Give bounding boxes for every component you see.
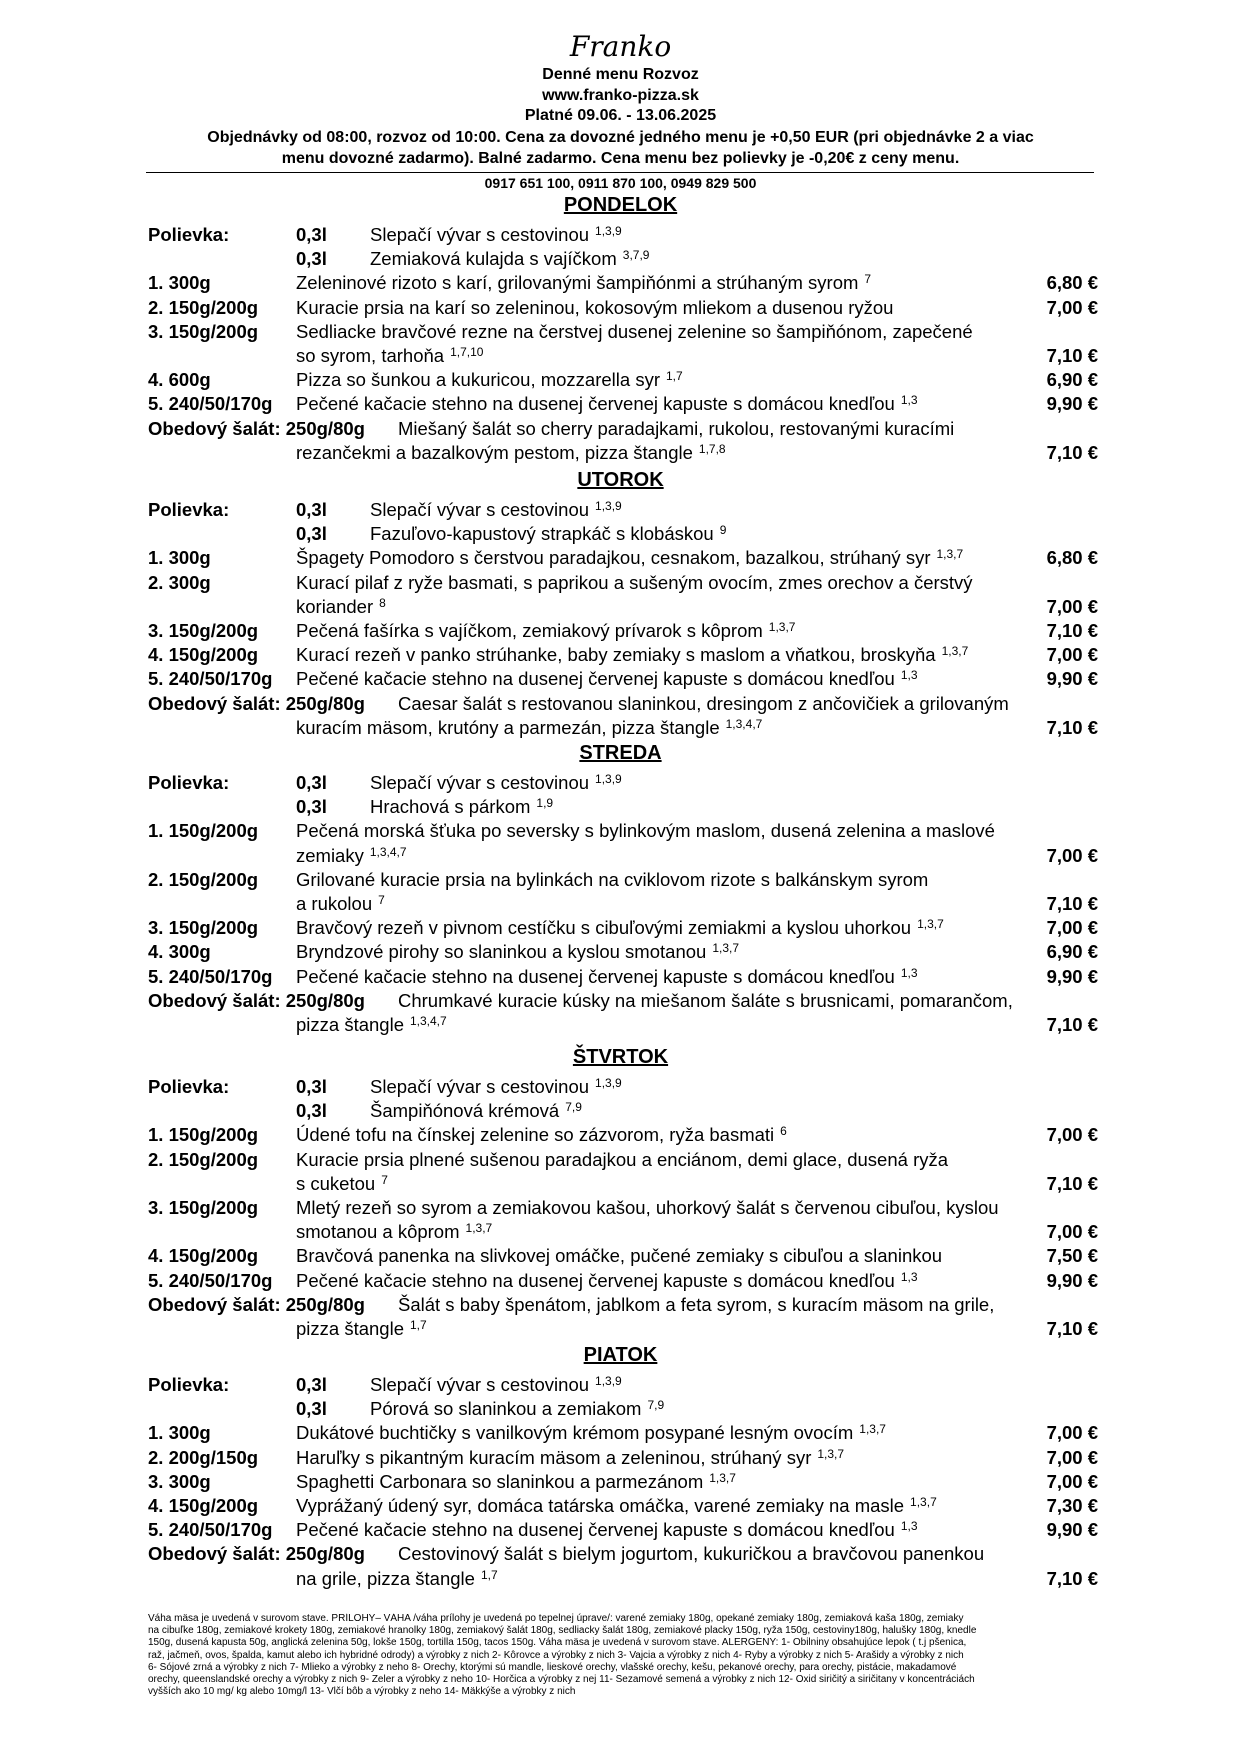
menu-row <box>148 1318 1098 1342</box>
menu-row <box>148 1124 1098 1148</box>
dish-price: 7,00 € <box>1046 644 1098 666</box>
menu-row <box>148 620 1098 644</box>
allergen-codes: 7 <box>381 1172 388 1187</box>
dish-label: 1. 300g <box>148 1422 211 1444</box>
soup-name: Fazuľovo-kapustový strapkáč s klobáskou 9 <box>370 523 727 545</box>
dish-description: Zeleninové rizoto s karí, grilovanými šampiňónmi a strúhaným syrom 7 <box>296 272 872 294</box>
allergen-codes: 3,7,9 <box>622 248 650 263</box>
dish-label: 5. 240/50/170g <box>148 393 273 415</box>
soup-volume: 0,3l <box>296 224 327 245</box>
soup-name: Hrachová s párkom 1,9 <box>370 796 554 818</box>
dish-description: Mletý rezeň so syrom a zemiakovou kašou, uhorkový šalát s červenou cibuľou, kyslou <box>296 1197 999 1218</box>
menu-row <box>148 499 1098 523</box>
soup-volume: 0,3l <box>296 796 327 818</box>
menu-row <box>148 772 1098 796</box>
menu-row <box>148 321 1098 345</box>
menu-row <box>148 442 1098 466</box>
allergen-codes: 1,3 <box>900 1269 918 1284</box>
menu-row <box>148 990 1098 1014</box>
dish-description: Bravčový rezeň v pivnom cestíčku s cibuľovými zemiakmi a kyslou uhorkou 1,3,7 <box>296 917 944 939</box>
dish-description: Pizza so šunkou a kukuricou, mozzarella syr 1,7 <box>296 369 683 391</box>
dish-label: 3. 300g <box>148 1470 211 1492</box>
soup-name: Slepačí vývar s cestovinou 1,3,9 <box>370 1374 622 1395</box>
menu-row <box>148 1270 1098 1294</box>
menu-row <box>148 248 1098 272</box>
soup-volume: 0,3l <box>296 499 327 520</box>
dish-price: 7,30 € <box>1046 1495 1098 1516</box>
soup-label: Polievka: <box>148 772 230 793</box>
dish-label: 4. 600g <box>148 369 211 391</box>
salad-description: na grile, pizza štangle 1,7 <box>296 1567 498 1589</box>
dish-price: 6,80 € <box>1046 272 1098 294</box>
salad-description: pizza štangle 1,3,4,7 <box>296 1014 447 1035</box>
footer-notes <box>148 1613 1098 1698</box>
dish-description: Kurací pilaf z ryže basmati, s paprikou a sušeným ovocím, zmes orechov a čerstvý <box>296 571 973 593</box>
day-heading: PIATOK <box>583 1344 658 1366</box>
salad-price: 7,10 € <box>1046 716 1098 738</box>
allergen-codes: 7 <box>864 272 872 287</box>
valid-dates: Platné 09.06. - 13.06.2025 <box>524 107 717 124</box>
allergen-codes: 1,3 <box>900 965 918 980</box>
dish-price: 7,00 € <box>1046 1470 1098 1492</box>
allergen-codes: 1,7,8 <box>698 441 726 456</box>
allergen-codes: 1,3 <box>900 393 918 408</box>
menu-row <box>148 1294 1098 1318</box>
allergen-codes: 6 <box>780 1124 787 1139</box>
allergen-codes: 1,7 <box>665 369 683 384</box>
dish-description: Kuracie prsia na karí so zeleninou, kokosovým mliekom a dusenou ryžou <box>296 296 894 318</box>
allergen-codes: 1,3 <box>900 1519 918 1534</box>
phone-numbers: 0917 651 100, 0911 870 100, 0949 829 500 <box>484 175 757 191</box>
dish-description: zemiaky 1,3,4,7 <box>296 844 407 866</box>
dish-description: Vyprážaný údený syr, domáca tatárska omáčka, varené zemiaky na masle 1,3,7 <box>296 1495 937 1516</box>
soup-label: Polievka: <box>148 499 230 520</box>
menu-row <box>148 345 1098 369</box>
salad-price: 7,10 € <box>1046 1567 1098 1589</box>
soup-volume: 0,3l <box>296 772 327 793</box>
allergen-codes: 1,3,9 <box>595 1076 622 1090</box>
dish-price: 6,80 € <box>1046 547 1098 569</box>
dish-description: Pečené kačacie stehno na dusenej červenej kapuste s domácou knedľou 1,3 <box>296 1519 918 1541</box>
menu-row <box>148 369 1098 393</box>
dish-label: 5. 240/50/170g <box>148 1269 273 1291</box>
allergen-codes: 7 <box>378 893 385 907</box>
salad-description: rezančekmi a bazalkovým pestom, pizza štangle 1,7,8 <box>296 441 726 463</box>
dish-price: 6,90 € <box>1046 369 1098 391</box>
dish-label: 5. 240/50/170g <box>148 668 273 690</box>
allergen-codes: 1,3,7 <box>910 1495 937 1509</box>
soup-name: Slepačí vývar s cestovinou 1,3,9 <box>370 772 622 793</box>
footer-line: vyšších ako 10 mg/ kg alebo 10mg/l 13- Vlčí bôb a výrobky z neho 14- Mäkkýše a výrobky z nich <box>148 1686 576 1698</box>
menu-row <box>148 1519 1098 1543</box>
menu-row <box>148 1245 1098 1269</box>
salad-price: 7,10 € <box>1046 1014 1098 1035</box>
allergen-codes: 1,3,9 <box>595 772 622 786</box>
dish-label: 1. 300g <box>148 547 211 569</box>
salad-description: Miešaný šalát so cherry paradajkami, rukolou, restovanými kuracími <box>398 417 955 439</box>
dish-price: 7,10 € <box>1046 893 1098 914</box>
allergen-codes: 1,3,7 <box>941 644 969 659</box>
menu-row <box>148 1398 1098 1422</box>
lunch-salad-label: Obedový šalát: 250g/80g <box>148 417 365 439</box>
day-heading: UTOROK <box>577 469 664 491</box>
salad-description: kuracím mäsom, krutóny a parmezán, pizza štangle 1,3,4,7 <box>296 716 763 738</box>
menu-row <box>148 1149 1098 1173</box>
dish-price: 9,90 € <box>1046 393 1098 415</box>
brand-logo-text: Franko <box>569 30 672 63</box>
salad-description: Cestovinový šalát s bielym jogurtom, kukuričkou a bravčovou panenkou <box>398 1543 985 1565</box>
dish-price: 9,90 € <box>1046 965 1098 987</box>
allergen-codes: 1,3,9 <box>595 499 622 513</box>
dish-description: koriander 8 <box>296 595 386 617</box>
website-link[interactable]: www.franko-pizza.sk <box>542 87 699 104</box>
dish-description: Pečené kačacie stehno na dusenej červenej kapuste s domácou knedľou 1,3 <box>296 1269 918 1291</box>
allergen-codes: 1,3,7 <box>709 1470 736 1485</box>
dish-description: Bravčová panenka na slivkovej omáčke, pučené zemiaky s cibuľou a slaninkou <box>296 1245 943 1267</box>
lunch-salad-label: Obedový šalát: 250g/80g <box>148 692 365 714</box>
dish-label: 2. 300g <box>148 571 211 593</box>
allergen-codes: 7,9 <box>647 1398 665 1413</box>
allergen-codes: 1,3,4,7 <box>409 1014 447 1028</box>
soup-label: Polievka: <box>148 1076 230 1097</box>
allergen-codes: 1,3,7 <box>465 1221 493 1236</box>
soup-name: Zemiaková kulajda s vajíčkom 3,7,9 <box>370 248 650 270</box>
soup-name: Pórová so slaninkou a zemiakom 7,9 <box>370 1398 665 1420</box>
day-heading: ŠTVRTOK <box>572 1046 669 1068</box>
dish-description: Pečená fašírka s vajíčkom, zemiakový prívarok s kôprom 1,3,7 <box>296 620 796 641</box>
allergen-codes: 1,3,7 <box>859 1422 886 1437</box>
allergen-codes: 1,3,4,7 <box>369 844 407 859</box>
soup-volume: 0,3l <box>296 248 327 270</box>
dish-description: Kuracie prsia plnené sušenou paradajkou a enciánom, demi glace, dusená ryža <box>296 1148 949 1170</box>
lunch-salad-label: Obedový šalát: 250g/80g <box>148 1293 365 1315</box>
menu-row <box>148 572 1098 596</box>
menu-row <box>148 1422 1098 1446</box>
dish-label: 4. 150g/200g <box>148 1495 259 1516</box>
allergen-codes: 1,3,7 <box>936 547 964 562</box>
dish-description: Bryndzové pirohy so slaninkou a kyslou smotanou 1,3,7 <box>296 941 740 963</box>
dish-description: s cuketou 7 <box>296 1172 388 1194</box>
dish-description: smotanou a kôprom 1,3,7 <box>296 1221 493 1243</box>
header-divider <box>146 172 1094 173</box>
menu-row <box>148 644 1098 668</box>
lunch-salad-label: Obedový šalát: 250g/80g <box>148 1543 365 1565</box>
menu-row <box>148 893 1098 917</box>
salad-description: Šalát s baby špenátom, jablkom a feta syrom, s kuracím mäsom na grile, <box>398 1293 995 1315</box>
allergen-codes: 1,3,9 <box>595 1374 622 1388</box>
dish-price: 7,00 € <box>1046 1124 1098 1146</box>
menu-row <box>148 941 1098 965</box>
allergen-codes: 1,3,7 <box>917 917 944 932</box>
dish-label: 3. 150g/200g <box>148 917 259 939</box>
menu-row <box>148 1100 1098 1124</box>
menu-row <box>148 917 1098 941</box>
day-heading: STREDA <box>579 742 662 764</box>
menu-row <box>148 393 1098 417</box>
allergen-codes: 1,3 <box>900 668 918 683</box>
dish-label: 4. 150g/200g <box>148 1245 259 1267</box>
menu-row <box>148 297 1098 321</box>
soup-label: Polievka: <box>148 224 230 245</box>
menu-row <box>148 224 1098 248</box>
dish-price: 9,90 € <box>1046 1519 1098 1541</box>
dish-price: 7,00 € <box>1046 595 1098 617</box>
footer-line: orechy, queenslandské orechy a výrobky z nich 9- Zeler a výrobky z neho 10- Horčica a výrobky z nej 11- Sezamové semená a výrobky z nich 12- Oxid siričitý a siričitany v koncentráciách <box>148 1674 975 1686</box>
dish-label: 2. 150g/200g <box>148 1148 259 1170</box>
menu-row <box>148 1076 1098 1100</box>
dish-price: 7,00 € <box>1046 917 1098 939</box>
dish-description: so syrom, tarhoňa 1,7,10 <box>296 345 484 366</box>
dish-label: 3. 150g/200g <box>148 620 259 641</box>
footer-line: 6- Sójové zrná a výrobky z nich 7- Mlieko a výrobky z neho 8- Orechy, ktorými sú mandle, lieskové orechy, vlašské orechy, kešu, pekanové orechy, para orechy, pistácie, makadamové <box>148 1661 957 1673</box>
menu-row <box>148 1568 1098 1592</box>
menu-row <box>148 1374 1098 1398</box>
footer-line: Váha mäsa je uvedená v surovom stave. PRÍLOHY– VÁHA /váha prílohy je uvedená po tepelnej úprave/: varené zemiaky 180g, opekané zemiaky 180g, zemiaková kaša 180g, zemiaky <box>148 1613 964 1624</box>
allergen-codes: 8 <box>379 595 386 610</box>
menu-row <box>148 1543 1098 1567</box>
allergen-codes: 7,9 <box>565 1100 582 1115</box>
dish-price: 7,00 € <box>1046 1422 1098 1444</box>
dish-label: 1. 150g/200g <box>148 820 259 842</box>
dish-description: Pečené kačacie stehno na dusenej červenej kapuste s domácou knedľou 1,3 <box>296 965 918 987</box>
soup-volume: 0,3l <box>296 1374 327 1395</box>
allergen-codes: 1,3,4,7 <box>725 716 763 731</box>
menu-row <box>148 523 1098 547</box>
allergen-codes: 1,3,9 <box>595 224 622 238</box>
dish-price: 7,50 € <box>1046 1245 1098 1267</box>
dish-label: 3. 150g/200g <box>148 1197 259 1218</box>
dish-description: Haruľky s pikantným kuracím mäsom a zeleninou, strúhaný syr 1,3,7 <box>296 1446 845 1468</box>
footer-line: 150g, dusená kapusta 50g, anglická zelenina 50g, lokše 150g, tortilla 150g, tacos 150g. Váha mäsa je uvedená v surovom stave. ALERGÉNY: 1- Obilniny obsahujúce lepok ( t.j pšenica, <box>148 1637 967 1649</box>
dish-price: 9,90 € <box>1046 1269 1098 1291</box>
dish-label: 1. 300g <box>148 272 211 294</box>
menu-row <box>148 820 1098 844</box>
footer-line: raž, jačmeň, ovos, špalda, kamut alebo ich hybridné odrody) a výrobky z nich 2- Kôrovce a výrobky z nich 3- Vajcia a výrobky z nich 4- Ryby a výrobky z nich 5- Arašidy a výrobky z nich <box>148 1649 964 1661</box>
allergen-codes: 1,7 <box>409 1318 427 1332</box>
dish-description: Sedliacke bravčové rezne na čerstvej dusenej zelenine so šampiňónom, zapečené <box>296 320 973 342</box>
dish-label: 2. 150g/200g <box>148 296 259 318</box>
dish-label: 5. 240/50/170g <box>148 1519 273 1541</box>
allergen-codes: 1,3,7 <box>768 620 796 634</box>
menu-row <box>148 717 1098 741</box>
allergen-codes: 1,7 <box>480 1567 498 1582</box>
menu-row <box>148 1221 1098 1245</box>
salad-price: 7,10 € <box>1046 1318 1098 1339</box>
salad-description: Caesar šalát s restovanou slaninkou, dresingom z ančovičiek a grilovaným <box>398 692 1009 714</box>
menu-row <box>148 1471 1098 1495</box>
dish-price: 7,10 € <box>1046 345 1098 366</box>
day-heading: PONDELOK <box>563 194 678 216</box>
menu-row <box>148 845 1098 869</box>
menu-row <box>148 1447 1098 1471</box>
dish-price: 6,90 € <box>1046 941 1098 963</box>
order-note-line-1: Objednávky od 08:00, rozvoz od 10:00. Cena za dovozné jedného menu je +0,50 EUR (pri objednávke 2 a viac <box>207 129 1034 146</box>
dish-description: Špagety Pomodoro s čerstvou paradajkou, cesnakom, bazalkou, strúhaný syr 1,3,7 <box>296 547 964 569</box>
soup-volume: 0,3l <box>296 1100 327 1122</box>
dish-label: 1. 150g/200g <box>148 1124 259 1146</box>
allergen-codes: 1,7,10 <box>450 345 484 359</box>
allergen-codes: 1,9 <box>536 796 554 811</box>
dish-label: 3. 150g/200g <box>148 320 259 342</box>
dish-label: 2. 150g/200g <box>148 868 259 890</box>
menu-row <box>148 596 1098 620</box>
soup-name: Slepačí vývar s cestovinou 1,3,9 <box>370 1076 622 1097</box>
soup-label: Polievka: <box>148 1374 230 1395</box>
menu-row <box>148 668 1098 692</box>
soup-volume: 0,3l <box>296 523 327 545</box>
menu-row <box>148 272 1098 296</box>
dish-description: Dukátové buchtičky s vanilkovým krémom posypané lesným ovocím 1,3,7 <box>296 1422 886 1444</box>
dish-price: 7,00 € <box>1046 1221 1098 1243</box>
dish-description: Spaghetti Carbonara so slaninkou a parmezánom 1,3,7 <box>296 1470 736 1492</box>
dish-description: Kurací rezeň v panko strúhanke, baby zemiaky s maslom a vňatkou, broskyňa 1,3,7 <box>296 644 969 666</box>
dish-description: Grilované kuracie prsia na bylinkách na cviklovom rizote s balkánskym syrom <box>296 868 929 890</box>
soup-volume: 0,3l <box>296 1076 327 1097</box>
dish-label: 4. 150g/200g <box>148 644 259 666</box>
salad-description: Chrumkavé kuracie kúsky na miešanom šaláte s brusnicami, pomarančom, <box>398 989 1013 1011</box>
dish-description: Údené tofu na čínskej zelenine so zázvorom, ryža basmati 6 <box>296 1124 787 1146</box>
dish-label: 4. 300g <box>148 941 211 963</box>
dish-description: a rukolou 7 <box>296 893 385 914</box>
menu-row <box>148 1014 1098 1038</box>
dish-description: Pečená morská šťuka po seversky s bylinkovým maslom, dusená zelenina a maslové <box>296 820 995 842</box>
dish-description: Pečené kačacie stehno na dusenej červenej kapuste s domácou knedľou 1,3 <box>296 393 918 415</box>
menu-row <box>148 418 1098 442</box>
soup-name: Šampiňónová krémová 7,9 <box>370 1100 582 1122</box>
menu-row <box>148 1495 1098 1519</box>
menu-row <box>148 796 1098 820</box>
soup-volume: 0,3l <box>296 1398 327 1420</box>
menu-row <box>148 966 1098 990</box>
lunch-salad-label: Obedový šalát: 250g/80g <box>148 989 365 1011</box>
menu-row <box>148 869 1098 893</box>
allergen-codes: 9 <box>719 523 727 538</box>
menu-row <box>148 547 1098 571</box>
order-note-line-2: menu dovozné zadarmo). Balné zadarmo. Cena menu bez polievky je -0,20€ z ceny menu. <box>281 150 960 167</box>
dish-price: 7,00 € <box>1046 296 1098 318</box>
dish-price: 7,10 € <box>1046 1172 1098 1194</box>
salad-description: pizza štangle 1,7 <box>296 1318 427 1339</box>
soup-name: Slepačí vývar s cestovinou 1,3,9 <box>370 499 622 520</box>
dish-price: 7,00 € <box>1046 1446 1098 1468</box>
dish-label: 2. 200g/150g <box>148 1446 259 1468</box>
footer-line: na cibuľke 180g, zemiakové krokety 180g, zemiakové hranolky 180g, zemiakový šalát 180g, sedliacky šalát 180g, zemiakové placky 150g, ryža 150g, cestoviny180g, halušky 180g, knedle <box>148 1625 977 1637</box>
menu-subtitle: Denné menu Rozvoz <box>542 66 699 83</box>
allergen-codes: 1,3,7 <box>817 1446 845 1461</box>
dish-description: Pečené kačacie stehno na dusenej červenej kapuste s domácou knedľou 1,3 <box>296 668 918 690</box>
soup-name: Slepačí vývar s cestovinou 1,3,9 <box>370 224 622 245</box>
allergen-codes: 1,3,7 <box>712 941 740 956</box>
dish-label: 5. 240/50/170g <box>148 965 273 987</box>
dish-price: 7,10 € <box>1046 620 1098 641</box>
dish-price: 9,90 € <box>1046 668 1098 690</box>
menu-row <box>148 693 1098 717</box>
menu-row <box>148 1197 1098 1221</box>
salad-price: 7,10 € <box>1046 441 1098 463</box>
dish-price: 7,00 € <box>1046 844 1098 866</box>
menu-row <box>148 1173 1098 1197</box>
